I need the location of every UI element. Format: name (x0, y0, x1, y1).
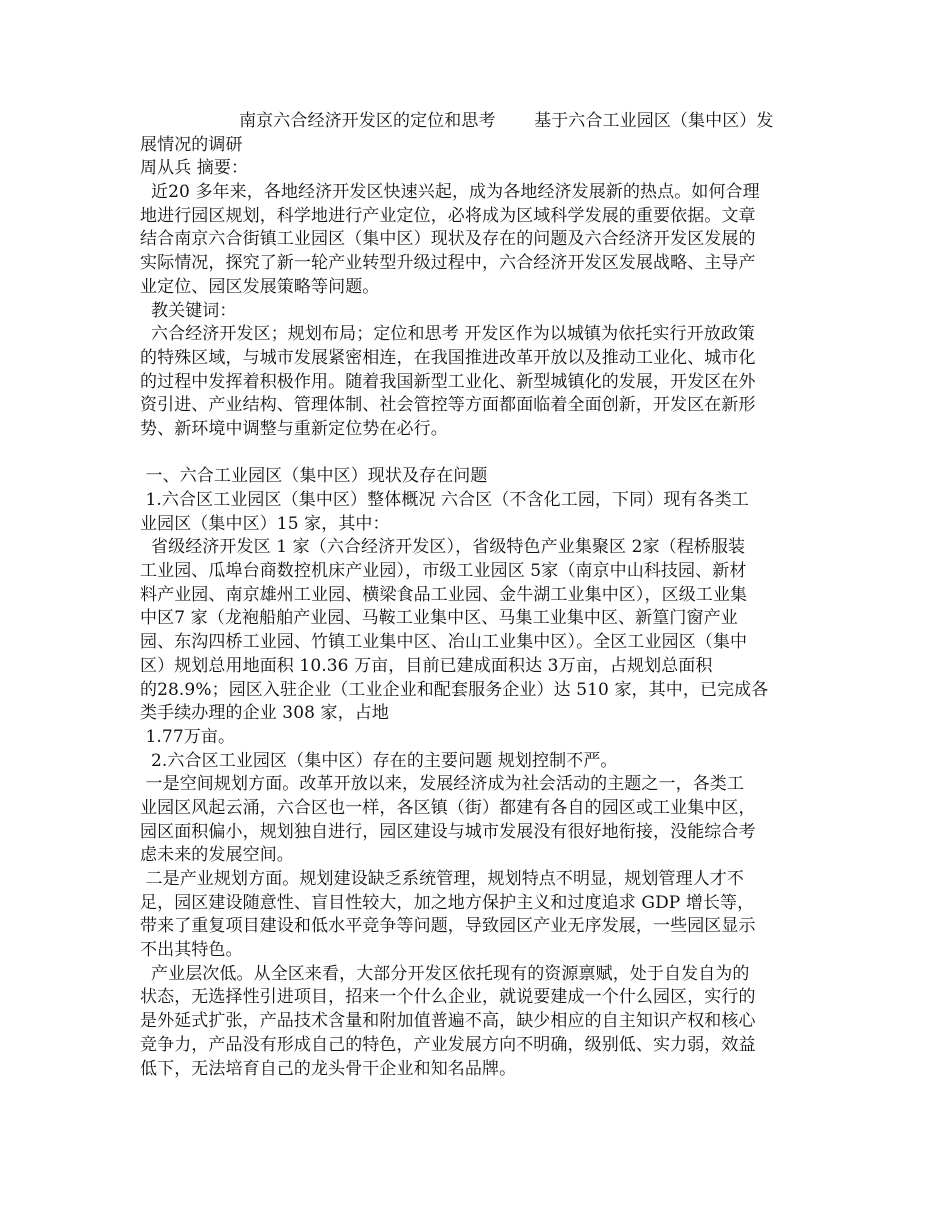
title-line: 南京六合经济开发区的定位和思考 基于六合工业园区（集中区）发 (140, 111, 774, 131)
text-line: 虑未来的发展空间。 (140, 845, 294, 866)
text-line: 低下，无法培育自己的龙头骨干企业和知名品牌。 (140, 1058, 517, 1079)
text-line: 实际情况，探究了新一轮产业转型升级过程中，六合经济开发区发展战略、主导产 (140, 253, 756, 274)
text-line: 足，园区建设随意性、盲目性较大，加之地方保护主义和过度追求 GDP 增长等， (140, 892, 755, 913)
text-line: 省级经济开发区 1 家（六合经济开发区），省级特色产业集聚区 2家（程桥服装 (140, 537, 746, 558)
text-line: 园区面积偏小，规划独自进行，园区建设与城市发展没有很好地衔接，没能综合考 (140, 821, 756, 842)
section-heading: 一、六合工业园区（集中区）现状及存在问题 (140, 466, 488, 487)
text-line: 资引进、产业结构、管理体制、社会管控等方面都面临着全面创新，开发区在新形 (140, 395, 756, 416)
text-line: 1.六合区工业园区（集中区）整体概况 六合区（不含化工园，下同）现有各类工 (140, 490, 749, 510)
text-line: 势、新环境中调整与重新定位势在必行。 (140, 418, 448, 439)
text-line: 料产业园、南京雄州工业园、横梁食品工业园、金牛湖工业集中区），区级工业集 (140, 584, 748, 605)
text-line: 是外延式扩张，产品技术含量和附加值普遍不高，缺少相应的自主知识产权和核心 (140, 1011, 756, 1032)
text-line: 不出其特色。 (140, 940, 243, 961)
text-line: 近20 多年来，各地经济开发区快速兴起，成为各地经济发展新的热点。如何合理 (140, 182, 760, 203)
section-body (140, 489, 815, 1081)
title-line: 展情况的调研 (140, 134, 243, 155)
text-line: 结合南京六合街镇工业园区（集中区）现状及存在的问题及六合经济开发区发展的 (140, 229, 756, 250)
blank-line (140, 442, 815, 466)
text-line: 区）规划总用地面积 10.36 万亩，目前已建成面积达 3万亩，占规划总面积 (140, 655, 713, 676)
text-line: 业园区（集中区）15 家，其中： (140, 513, 390, 534)
text-line: 带来了重复项目建设和低水平竞争等问题，导致园区产业无序发展，一些园区显示 (140, 916, 756, 937)
keywords-label: 教关键词： (140, 300, 237, 321)
text-line: 地进行园区规划，科学地进行产业定位，必将成为区域科学发展的重要依据。文章 (140, 205, 756, 226)
text-line: 1.77万亩。 (140, 726, 236, 747)
text-line: 的特殊区域，与城市发展紧密相连，在我国推进改革开放以及推动工业化、城市化 (140, 347, 756, 368)
author-abstract-label: 周从兵 摘要： (140, 158, 249, 179)
text-line: 产业层次低。从全区来看，大部分开发区依托现有的资源禀赋，处于自发自为的 (140, 963, 750, 984)
text-line: 一是空间规划方面。改革开放以来，发展经济成为社会活动的主题之一，各类工 (140, 774, 745, 795)
text-line: 园、东沟四桥工业园、竹镇工业集中区、冶山工业集中区）。全区工业园区（集中 (140, 632, 748, 653)
abstract-paragraph (140, 181, 815, 299)
text-line: 工业园、瓜埠台商数控机床产业园），市级工业园区 5家（南京中山科技园、新材 (140, 561, 747, 582)
text-line: 状态，无选择性引进项目，招来一个什么企业，就说要建成一个什么园区，实行的 (140, 987, 756, 1008)
text-line: 竞争力，产品没有形成自己的特色，产业发展方向不明确，级别低、实力弱，效益 (140, 1034, 756, 1055)
text-line: 六合经济开发区；规划布局；定位和思考 开发区作为以城镇为依托实行开放政策 (140, 324, 756, 345)
text-line: 业园区风起云涌，六合区也一样，各区镇（街）都建有各自的园区或工业集中区， (140, 797, 756, 818)
intro-paragraph (140, 323, 815, 441)
document-page (140, 110, 815, 1081)
text-line: 的过程中发挥着积极作用。随着我国新型工业化、新型城镇化的发展，开发区在外 (140, 371, 756, 392)
text-line: 业定位、园区发展策略等问题。 (140, 276, 380, 297)
text-line: 中区7 家（龙袍船舶产业园、马鞍工业集中区、马集工业集中区、新篁门窗产业 (140, 608, 738, 629)
text-line: 2.六合区工业园区（集中区）存在的主要问题 规划控制不严。 (140, 750, 618, 771)
document-title (140, 110, 815, 157)
text-line: 二是产业规划方面。规划建设缺乏系统管理，规划特点不明显，规划管理人才不 (140, 869, 745, 889)
text-line: 类手续办理的企业 308 家，占地 (140, 703, 389, 724)
text-line: 的28.9%；园区入驻企业（工业企业和配套服务企业）达 510 家，其中，已完成各 (140, 679, 769, 700)
